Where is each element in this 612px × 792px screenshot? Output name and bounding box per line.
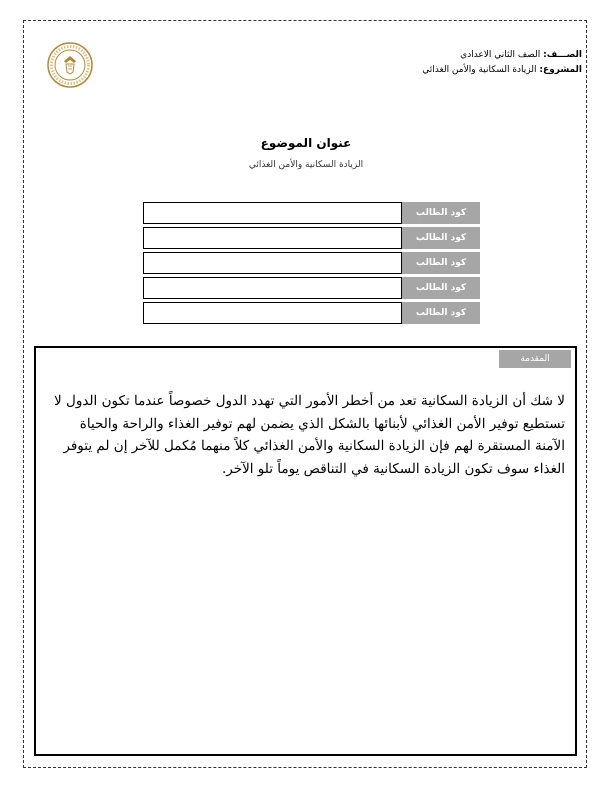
student-code-label: كود الطالب — [402, 277, 480, 299]
introduction-text: لا شك أن الزيادة السكانية تعد من أخطر الأمور التي تهدد الدول خصوصاً عندما تكون الدول لا تستطيع توفير الأمن الغذائي لأبنائها بالشكل الذي يضمن لهم توفير الغذاء والراحة والحياة الآمنة المستقرة لهم فإن الزيادة السكانية والأمن الغذائي كلاً منهما مُكمل للآخر إن لم يتوفر الغذاء سوف تكون الزيادة السكانية في التناقص يوماً تلو الآخر. — [54, 393, 565, 477]
student-code-input[interactable] — [143, 302, 402, 324]
ministry-seal-icon — [47, 42, 93, 88]
grade-line — [422, 48, 582, 63]
grade-value: الصف الثاني الاعدادي — [460, 50, 541, 60]
student-codes-table — [143, 202, 480, 327]
topic-title: عنوان الموضوع — [260, 136, 352, 150]
student-code-row — [143, 277, 480, 299]
student-code-input[interactable] — [143, 227, 402, 249]
grade-label: الصـــف: — [543, 50, 582, 60]
student-code-label: كود الطالب — [402, 252, 480, 274]
student-code-label: كود الطالب — [402, 302, 480, 324]
student-code-row — [143, 302, 480, 324]
introduction-tag: المقدمة — [499, 350, 571, 368]
student-code-row — [143, 252, 480, 274]
student-code-input[interactable] — [143, 202, 402, 224]
student-code-label: كود الطالب — [402, 227, 480, 249]
project-value: الزيادة السكانية والأمن الغذائي — [422, 65, 537, 75]
student-code-row — [143, 227, 480, 249]
introduction-section — [34, 346, 577, 756]
student-code-label: كود الطالب — [402, 202, 480, 224]
project-line — [422, 63, 582, 78]
project-label: المشروع: — [539, 65, 582, 75]
student-code-row — [143, 202, 480, 224]
student-code-input[interactable] — [143, 252, 402, 274]
header-info — [422, 48, 582, 78]
student-code-input[interactable] — [143, 277, 402, 299]
topic-subtitle: الزيادة السكانية والأمن الغذائي — [248, 160, 364, 170]
